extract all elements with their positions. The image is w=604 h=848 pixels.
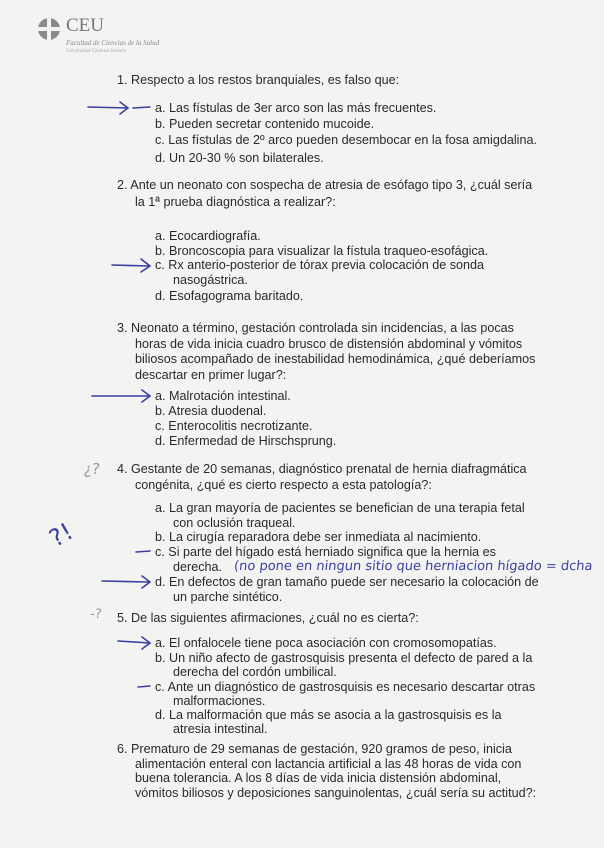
continuation-text: malformaciones. [173, 694, 266, 708]
answer-option: a. Malrotación intestinal. [155, 389, 291, 403]
answer-option: c. Ante un diagnóstico de gastrosquisis es necesario descartar otras [155, 680, 536, 694]
continuation-text: congénita, ¿qué es cierto respecto a esta patología?: [135, 478, 432, 492]
answer-option: b. La cirugía reparadora debe ser inmediata al nacimiento. [155, 530, 482, 544]
question-text: 2. Ante un neonato con sospecha de atresia de esófago tipo 3, ¿cuál sería [117, 178, 533, 192]
arrow-icon [88, 102, 150, 114]
answer-option: c. Rx anterio-posterior de tórax previa colocación de sonda [155, 258, 485, 272]
question-text: 5. De las siguientes afirmaciones, ¿cuál no es cierta?: [117, 611, 419, 625]
continuation-text: nasogástrica. [173, 273, 248, 287]
answer-option: c. Enterocolitis necrotizante. [155, 419, 313, 433]
answer-option: a. La gran mayoría de pacientes se benefician de una terapia fetal [155, 501, 525, 515]
continuation-text: descartar en primer lugar?: [135, 368, 287, 382]
answer-option: a. Las fístulas de 3er arco son las más frecuentes. [155, 101, 437, 115]
arrow-icon [112, 259, 150, 272]
arrow-icon [102, 576, 150, 588]
continuation-text: alimentación enteral con lactancia artificial a las 48 horas de vida con [135, 757, 522, 771]
answer-option: c. Si parte del hígado está herniado significa que la hernia es [155, 545, 496, 559]
question-text: 6. Prematuro de 29 semanas de gestación, 920 gramos de peso, inicia [117, 742, 512, 756]
answer-option: d. La malformación que más se asocia a la gastrosquisis es la [155, 708, 502, 722]
university-name: Universidad Cardenal Herrera [66, 49, 127, 54]
arrow-icon [92, 390, 150, 402]
continuation-text: vómitos biliosos y deposiciones sanguinolentas, ¿cuál sería su actitud?: [135, 786, 537, 800]
answer-option: c. Las fístulas de 2º arco pueden desembocar en la fosa amigdalina. [155, 133, 537, 147]
answer-option: b. Pueden secretar contenido mucoide. [155, 117, 375, 131]
dash-icon [136, 551, 150, 552]
answer-option: d. Un 20-30 % son bilaterales. [155, 151, 324, 165]
continuation-text: un parche sintético. [173, 590, 283, 604]
question-text: 1. Respecto a los restos branquiales, es falso que: [117, 73, 400, 87]
continuation-text: derecha. [173, 560, 223, 574]
answer-option: b. Broncoscopia para visualizar la fístula traqueo-esofágica. [155, 244, 489, 258]
continuation-text: biliosos acompañado de inestabilidad hemodinámica, ¿qué deberíamos [135, 352, 536, 366]
dash-icon [138, 686, 150, 687]
logo-text: CEU [66, 15, 104, 36]
question-text: 4. Gestante de 20 semanas, diagnóstico prenatal de hernia diafragmática [117, 462, 527, 476]
handwritten-scribble: ?! [44, 517, 78, 553]
continuation-text: la 1ª prueba diagnóstica a realizar?: [135, 195, 336, 209]
answer-option: d. Esofagograma baritado. [155, 289, 304, 303]
handwritten-question-mark: ¿? [83, 460, 101, 478]
handwritten-dash: -? [89, 607, 103, 622]
handwritten-note: (no pone en ningun sitio que herniacion hígado = dcha [233, 559, 594, 574]
answer-option: d. En defectos de gran tamaño puede ser necesario la colocación de [155, 575, 539, 589]
arrow-icon [118, 637, 150, 649]
continuation-text: horas de vida inicia cuadro brusco de distensión abdominal y vómitos [135, 337, 523, 351]
answer-option: a. El onfalocele tiene poca asociación con cromosomopatías. [155, 636, 497, 650]
question-text: 3. Neonato a término, gestación controlada sin incidencias, a las pocas [117, 321, 514, 335]
continuation-text: derecha del cordón umbilical. [173, 665, 337, 679]
answer-option: b. Un niño afecto de gastrosquisis presenta el defecto de pared a la [155, 651, 533, 665]
answer-option: a. Ecocardiografía. [155, 229, 261, 243]
continuation-text: con oclusión traqueal. [173, 516, 296, 530]
continuation-text: buena tolerancia. A los 8 días de vida inicia distensión abdominal, [135, 771, 502, 785]
continuation-text: atresia intestinal. [173, 722, 268, 736]
answer-option: d. Enfermedad de Hirschsprung. [155, 434, 337, 448]
answer-option: b. Atresia duodenal. [155, 404, 267, 418]
faculty-name: Facultad de Ciencias de la Salud [66, 39, 160, 47]
